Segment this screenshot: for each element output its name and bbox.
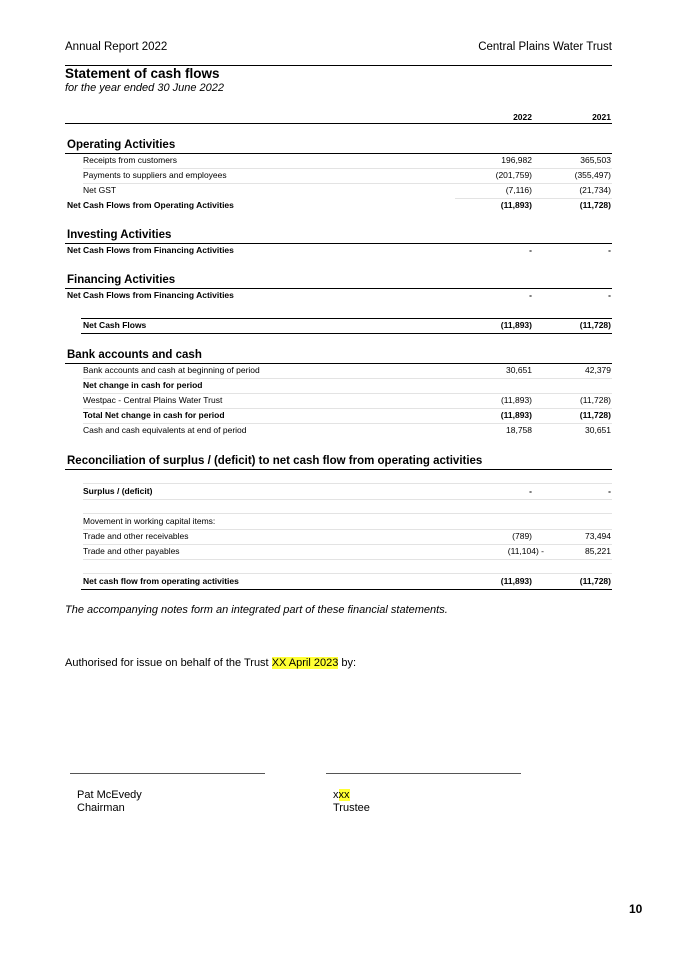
value-2022: (11,893) xyxy=(500,200,532,210)
row-label: Surplus / (deficit) xyxy=(83,486,153,496)
row-label: Trade and other payables xyxy=(83,546,180,556)
row-label: Movement in working capital items: xyxy=(83,516,216,526)
signatory-name xyxy=(333,789,370,802)
value-2021: (355,497) xyxy=(574,170,611,180)
table-row xyxy=(0,529,675,544)
notes-statement: The accompanying notes form an integrated part of these financial statements. xyxy=(65,604,448,616)
row-label: Bank accounts and cash at beginning of period xyxy=(83,365,260,375)
statement-title: Statement of cash flows xyxy=(65,66,220,81)
value-2022: (11,104) - xyxy=(507,546,544,556)
section-heading-reconciliation: Reconciliation of surplus / (deficit) to net cash flow from operating activities xyxy=(67,455,483,467)
row-label: Cash and cash equivalents at end of period xyxy=(83,425,247,435)
signatory-role: Chairman xyxy=(77,802,125,814)
section-heading-investing: Investing Activities xyxy=(67,229,172,241)
row-label: Payments to suppliers and employees xyxy=(83,170,227,180)
value-2021: (11,728) xyxy=(579,395,611,405)
signatory-chairman xyxy=(77,789,142,815)
table-row xyxy=(0,153,675,168)
table-row xyxy=(0,168,675,183)
value-2021: (21,734) xyxy=(579,185,611,195)
row-label: Net Cash Flows from Financing Activities xyxy=(67,245,234,255)
value-2021: 42,379 xyxy=(585,365,611,375)
table-row-net-cash-flows xyxy=(0,318,675,333)
table-row xyxy=(0,544,675,559)
signature-line-trustee xyxy=(326,773,521,774)
row-label: Net Cash Flows from Operating Activities xyxy=(67,200,234,210)
section-heading-bank: Bank accounts and cash xyxy=(67,349,202,361)
value-2021: (11,728) xyxy=(579,410,611,420)
page-number: 10 xyxy=(629,902,643,916)
header-left: Annual Report 2022 xyxy=(65,41,168,53)
column-header-2021: 2021 xyxy=(592,112,611,122)
authorisation-suffix: by: xyxy=(338,657,357,669)
value-2021: - xyxy=(608,245,611,255)
value-2022: (789) xyxy=(512,531,532,541)
table-row-total xyxy=(0,574,675,589)
table-row xyxy=(0,393,675,408)
authorisation-prefix: Authorised for issue on behalf of the Trust xyxy=(65,657,272,669)
table-row-total xyxy=(0,243,675,258)
section-rule xyxy=(65,469,612,470)
table-row-total xyxy=(0,198,675,213)
value-2022: - xyxy=(529,245,532,255)
value-2022: (11,893) xyxy=(500,395,532,405)
table-row xyxy=(0,484,675,499)
table-row xyxy=(0,423,675,438)
row-divider xyxy=(83,499,612,500)
reconciliation-bottom-rule xyxy=(81,589,612,590)
row-label: Net Cash Flows from Financing Activities xyxy=(67,290,234,300)
value-2022: (11,893) xyxy=(500,410,532,420)
row-label: Westpac - Central Plains Water Trust xyxy=(83,395,223,405)
value-2021: (11,728) xyxy=(579,200,611,210)
signatory-name-prefix: x xyxy=(333,789,339,801)
value-2021: 365,503 xyxy=(580,155,611,165)
table-row xyxy=(0,363,675,378)
row-label: Net GST xyxy=(83,185,117,195)
value-2022: 18,758 xyxy=(506,425,532,435)
section-heading-operating: Operating Activities xyxy=(67,139,176,151)
value-2022: (7,116) xyxy=(505,185,532,195)
value-2022: - xyxy=(529,486,532,496)
net-cash-flows-bottom-rule xyxy=(81,333,612,334)
value-2021: - xyxy=(608,486,611,496)
table-row xyxy=(0,408,675,423)
column-header-2022: 2022 xyxy=(513,112,532,122)
signatory-trustee xyxy=(333,789,370,815)
row-label: Receipts from customers xyxy=(83,155,177,165)
row-label: Net cash flow from operating activities xyxy=(83,576,239,586)
row-label: Total Net change in cash for period xyxy=(83,410,225,420)
statement-subtitle: for the year ended 30 June 2022 xyxy=(65,82,225,94)
signatory-role: Trustee xyxy=(333,802,370,814)
value-2022: (201,759) xyxy=(495,170,532,180)
value-2021: 73,494 xyxy=(585,531,611,541)
table-row-total xyxy=(0,288,675,303)
value-2022: (11,893) xyxy=(500,320,532,330)
authorisation-line xyxy=(65,657,356,669)
row-label: Trade and other receivables xyxy=(83,531,189,541)
signatory-name-highlight: xx xyxy=(338,789,350,801)
section-heading-financing: Financing Activities xyxy=(67,274,176,286)
value-2022: (11,893) xyxy=(500,576,532,586)
authorisation-date: XX April 2023 xyxy=(271,657,339,669)
row-label: Net Cash Flows xyxy=(83,320,147,330)
value-2021: 85,221 xyxy=(585,546,611,556)
table-row xyxy=(0,514,675,529)
table-row xyxy=(0,378,675,393)
value-2022: - xyxy=(529,290,532,300)
row-label: Net change in cash for period xyxy=(83,380,203,390)
header-right: Central Plains Water Trust xyxy=(478,41,612,53)
value-2021: 30,651 xyxy=(585,425,611,435)
value-2021: (11,728) xyxy=(579,320,611,330)
value-2022: 30,651 xyxy=(506,365,532,375)
table-row xyxy=(0,183,675,198)
value-2021: (11,728) xyxy=(579,576,611,586)
signatory-name: Pat McEvedy xyxy=(77,789,142,801)
value-2021: - xyxy=(608,290,611,300)
column-header-rule xyxy=(65,123,612,124)
signature-line-chairman xyxy=(70,773,265,774)
value-2022: 196,982 xyxy=(501,155,532,165)
row-divider xyxy=(83,559,612,560)
